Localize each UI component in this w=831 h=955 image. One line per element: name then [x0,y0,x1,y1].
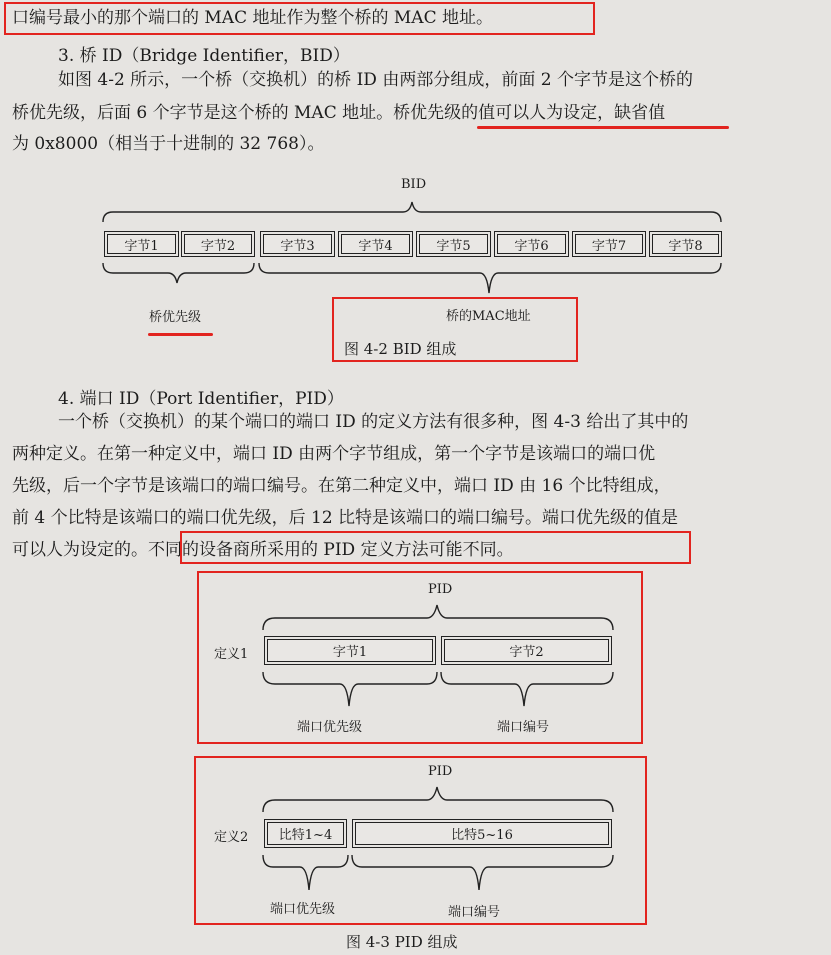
fig42-bridge-priority-label: 桥优先级 [149,310,202,325]
fig42-byte-6: 字节6 [497,234,566,254]
fig43-def2-pid-label: PID [428,764,453,779]
underline-bridge-priority [148,333,213,336]
text-p1-line1: 如图 4-2 所示，一个桥（交换机）的桥 ID 由两部分组成，前面 2 个字节是这个桥的 [58,70,693,90]
highlight-box-pid-vendor [180,531,691,564]
fig42-byte-8: 字节8 [652,234,719,254]
fig43-caption: 图 4-3 PID 组成 [346,933,458,951]
text-p2-line3: 先级，后一个字节是该端口的端口编号。在第二种定义中，端口 ID 由 16 个比特组成， [12,476,671,496]
fig43-def1-row-label: 定义1 [214,647,249,662]
fig42-mac-label: 桥的MAC地址 [446,309,531,324]
fig43-def1-priority-label: 端口优先级 [297,720,363,735]
text-line-0: 口编号最小的那个端口的 MAC 地址作为整个桥的 MAC 地址。 [12,8,493,28]
text-p1-line2c: ，缺省值 [597,103,666,123]
fig42-byte-3: 字节3 [263,234,332,254]
fig42-bid-label: BID [401,177,427,192]
fig43-def2-cell-2: 比特5~16 [355,822,609,845]
fig42-caption: 图 4-2 BID 组成 [344,340,457,358]
fig43-def1-cell-1: 字节1 [267,639,433,662]
text-p2-line5a: 可以人为设定的。 [12,540,148,560]
fig42-byte-7: 字节7 [575,234,643,254]
heading-port-id: 4. 端口 ID（Port Identifier，PID） [58,389,344,409]
text-p2-line1: 一个桥（交换机）的某个端口的端口 ID 的定义方法有很多种，图 4-3 给出了其中的 [58,412,689,432]
fig43-def1-number-label: 端口编号 [497,720,550,735]
text-p2-line5b: 不同的设备商所采用的 PID 定义方法可能不同。 [148,540,514,560]
fig43-def2-number-label: 端口编号 [448,905,501,920]
fig42-byte-5: 字节5 [419,234,488,254]
text-p1-line3: 为 0x8000（相当于十进制的 32 768）。 [12,134,325,154]
text-p2-line4: 前 4 个比特是该端口的端口优先级，后 12 比特是该端口的端口编号。端口优先级的值是 [12,508,679,528]
fig43-def2-priority-label: 端口优先级 [270,902,336,917]
fig43-def1-pid-label: PID [428,582,453,597]
fig43-def2-cell-1: 比特1~4 [267,822,344,845]
fig42-byte-1: 字节1 [107,234,176,254]
text-p1-line2b: 桥优先级的值可以人为设定 [393,103,598,123]
text-p1-line2a: 桥优先级，后面 6 个字节是这个桥的 MAC 地址。 [12,103,394,123]
text-p2-line2: 两种定义。在第一种定义中，端口 ID 由两个字节组成，第一个字节是该端口的端口优 [12,444,656,464]
fig43-def2-row-label: 定义2 [214,830,249,845]
fig42-byte-2: 字节2 [184,234,252,254]
fig42-byte-4: 字节4 [341,234,410,254]
heading-bridge-id: 3. 桥 ID（Bridge Identifier，BID） [58,46,350,66]
fig43-def1-cell-2: 字节2 [444,639,609,662]
